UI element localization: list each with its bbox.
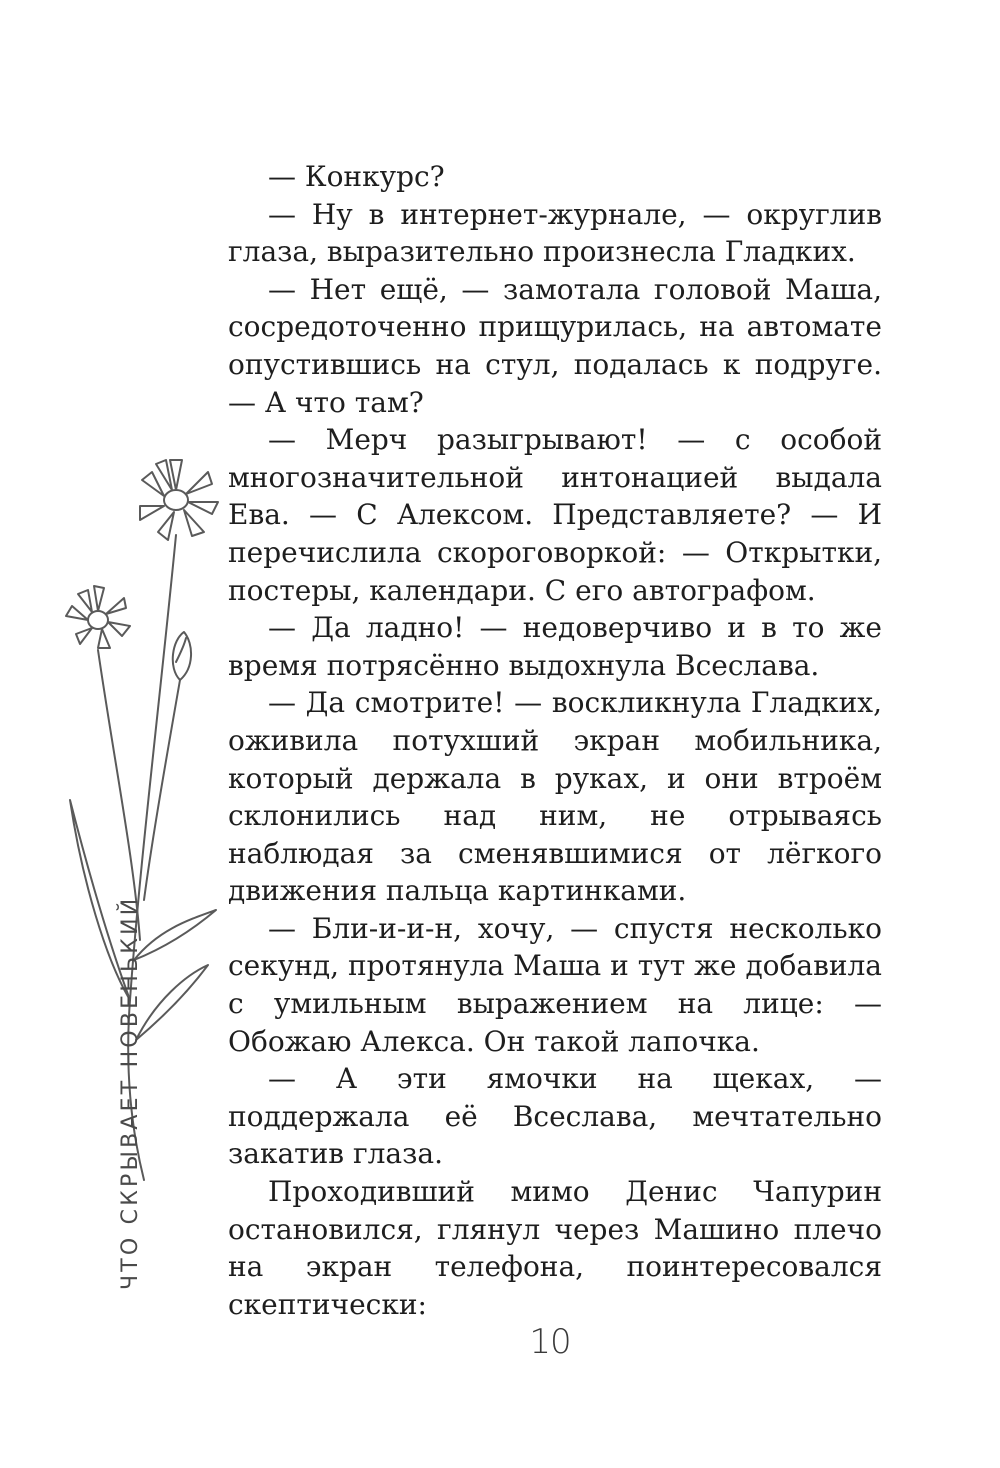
paragraph: — Ну в интернет-журнале, — округлив глаза, выразительно произнесла Гладких. <box>228 197 882 269</box>
paragraph: — А эти ямочки на щеках, — поддержала её Всеслава, мечтательно закатив глаза. <box>228 1062 882 1171</box>
daisy-top <box>140 460 218 540</box>
paragraph: — Бли-и-и-н, хочу, — спустя несколько секунд, протянула Маша и тут же добавила с умильным выражением на лице: — Обожаю Алекса. Он такой лапочка. <box>228 911 882 1058</box>
paragraph: — Нет ещё, — замотала головой Маша, сосредоточенно прищурилась, на автомате опустившись на стул, подалась к подруге. — А что там? <box>228 272 882 419</box>
leaf-right-lower <box>136 965 208 1040</box>
running-title: ЧТО СКРЫВАЕТ НОВЕНЬКИЙ <box>118 895 143 1290</box>
paragraph: — Да смотрите! — воскликнула Гладких, оживила потухший экран мобильника, который держала в руках, и они втроём склонились над ним, не отрываясь наблюдая за сменявшимися от лёгкого движения пальца картинками. <box>228 686 882 908</box>
paragraph: — Да ладно! — недоверчиво и в то же время потрясённо выдохнула Всеслава. <box>228 611 882 682</box>
daisy-lower <box>66 586 130 648</box>
bud <box>173 632 191 680</box>
leaf-right-upper <box>134 910 216 960</box>
page-number: 10 <box>529 1322 571 1362</box>
page-text <box>228 158 882 1323</box>
paragraph: — Мерч разыгрывают! — с особой многозначительной интонацией выдала Ева. — С Алексом. Представляете? — И перечислила скороговоркой: — Открытки, постеры, календари. С его автографом. <box>228 423 882 607</box>
flower-illustration <box>48 440 238 1220</box>
paragraph: Проходивший мимо Денис Чапурин остановился, глянул через Машино плечо на экран телефона, поинтересовался скептически: <box>228 1175 882 1321</box>
paragraph: — Конкурс? <box>268 160 445 193</box>
